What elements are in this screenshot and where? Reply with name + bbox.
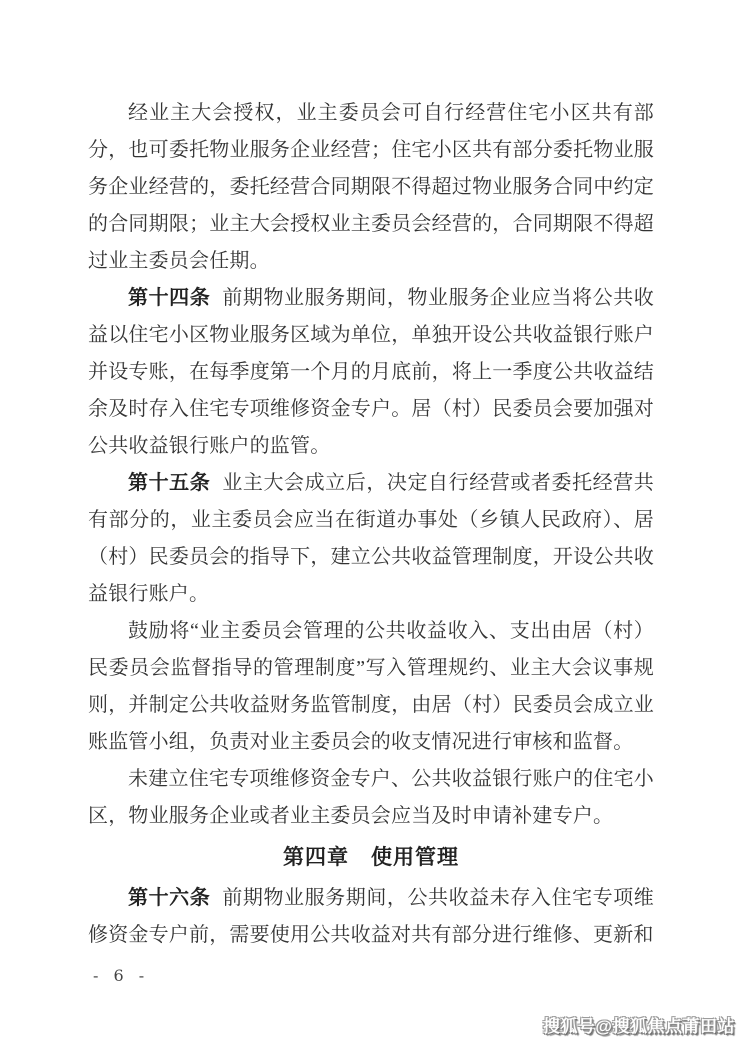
paragraph	[88, 761, 654, 835]
article-number: 第十六条	[128, 887, 211, 909]
paragraph	[88, 880, 654, 954]
paragraph-text: 前期物业服务期间，公共收益未存入住宅专项维修资金专户前，需要使用公共收益对共有部分进行维修、更新和	[88, 887, 654, 946]
paragraph-text: 鼓励将“业主委员会管理的公共收益收入、支出由居（村）民委员会监督指导的管理制度”写入管理规约、业主大会议事规则，并制定公共收益财务监管制度，由居（村）民委员会成立业账监管小组，负责对业主委员会的收支情况进行审核和监督。	[88, 620, 654, 753]
article-number: 第十四条	[128, 287, 211, 309]
paragraph-text: 前期物业服务期间，物业服务企业应当将公共收益以住宅小区物业服务区域为单位，单独开设公共收益银行账户并设专账，在每季度第一个月的月底前，将上一季度公共收益结余及时存入住宅专项维修资金专户。居（村）民委员会要加强对公共收益银行账户的监管。	[88, 287, 654, 457]
paragraph-text: 业主大会成立后，决定自行经营或者委托经营共有部分的，业主委员会应当在街道办事处（乡镇人民政府）、居（村）民委员会的指导下，建立公共收益管理制度，开设公共收益银行账户。	[88, 472, 654, 605]
page-number: - 6 -	[93, 966, 150, 985]
document-body	[88, 95, 654, 954]
paragraph-text: 未建立住宅专项维修资金专户、公共收益银行账户的住宅小区，物业服务企业或者业主委员会应当及时申请补建专户。	[88, 768, 654, 827]
paragraph	[88, 465, 654, 613]
watermark: 搜狐号@搜狐焦点莆田站	[542, 1017, 735, 1036]
chapter-heading: 第四章 使用管理	[283, 846, 459, 869]
paragraph-text: 经业主大会授权，业主委员会可自行经营住宅小区共有部分，也可委托物业服务企业经营；住宅小区共有部分委托物业服务企业经营的，委托经营合同期限不得超过物业服务合同中约定的合同期限；业主大会授权业主委员会经营的，合同期限不得超过业主委员会任期。	[88, 102, 654, 272]
article-number: 第十五条	[128, 472, 211, 494]
paragraph	[88, 280, 654, 465]
paragraph	[88, 95, 654, 280]
paragraph	[88, 613, 654, 761]
